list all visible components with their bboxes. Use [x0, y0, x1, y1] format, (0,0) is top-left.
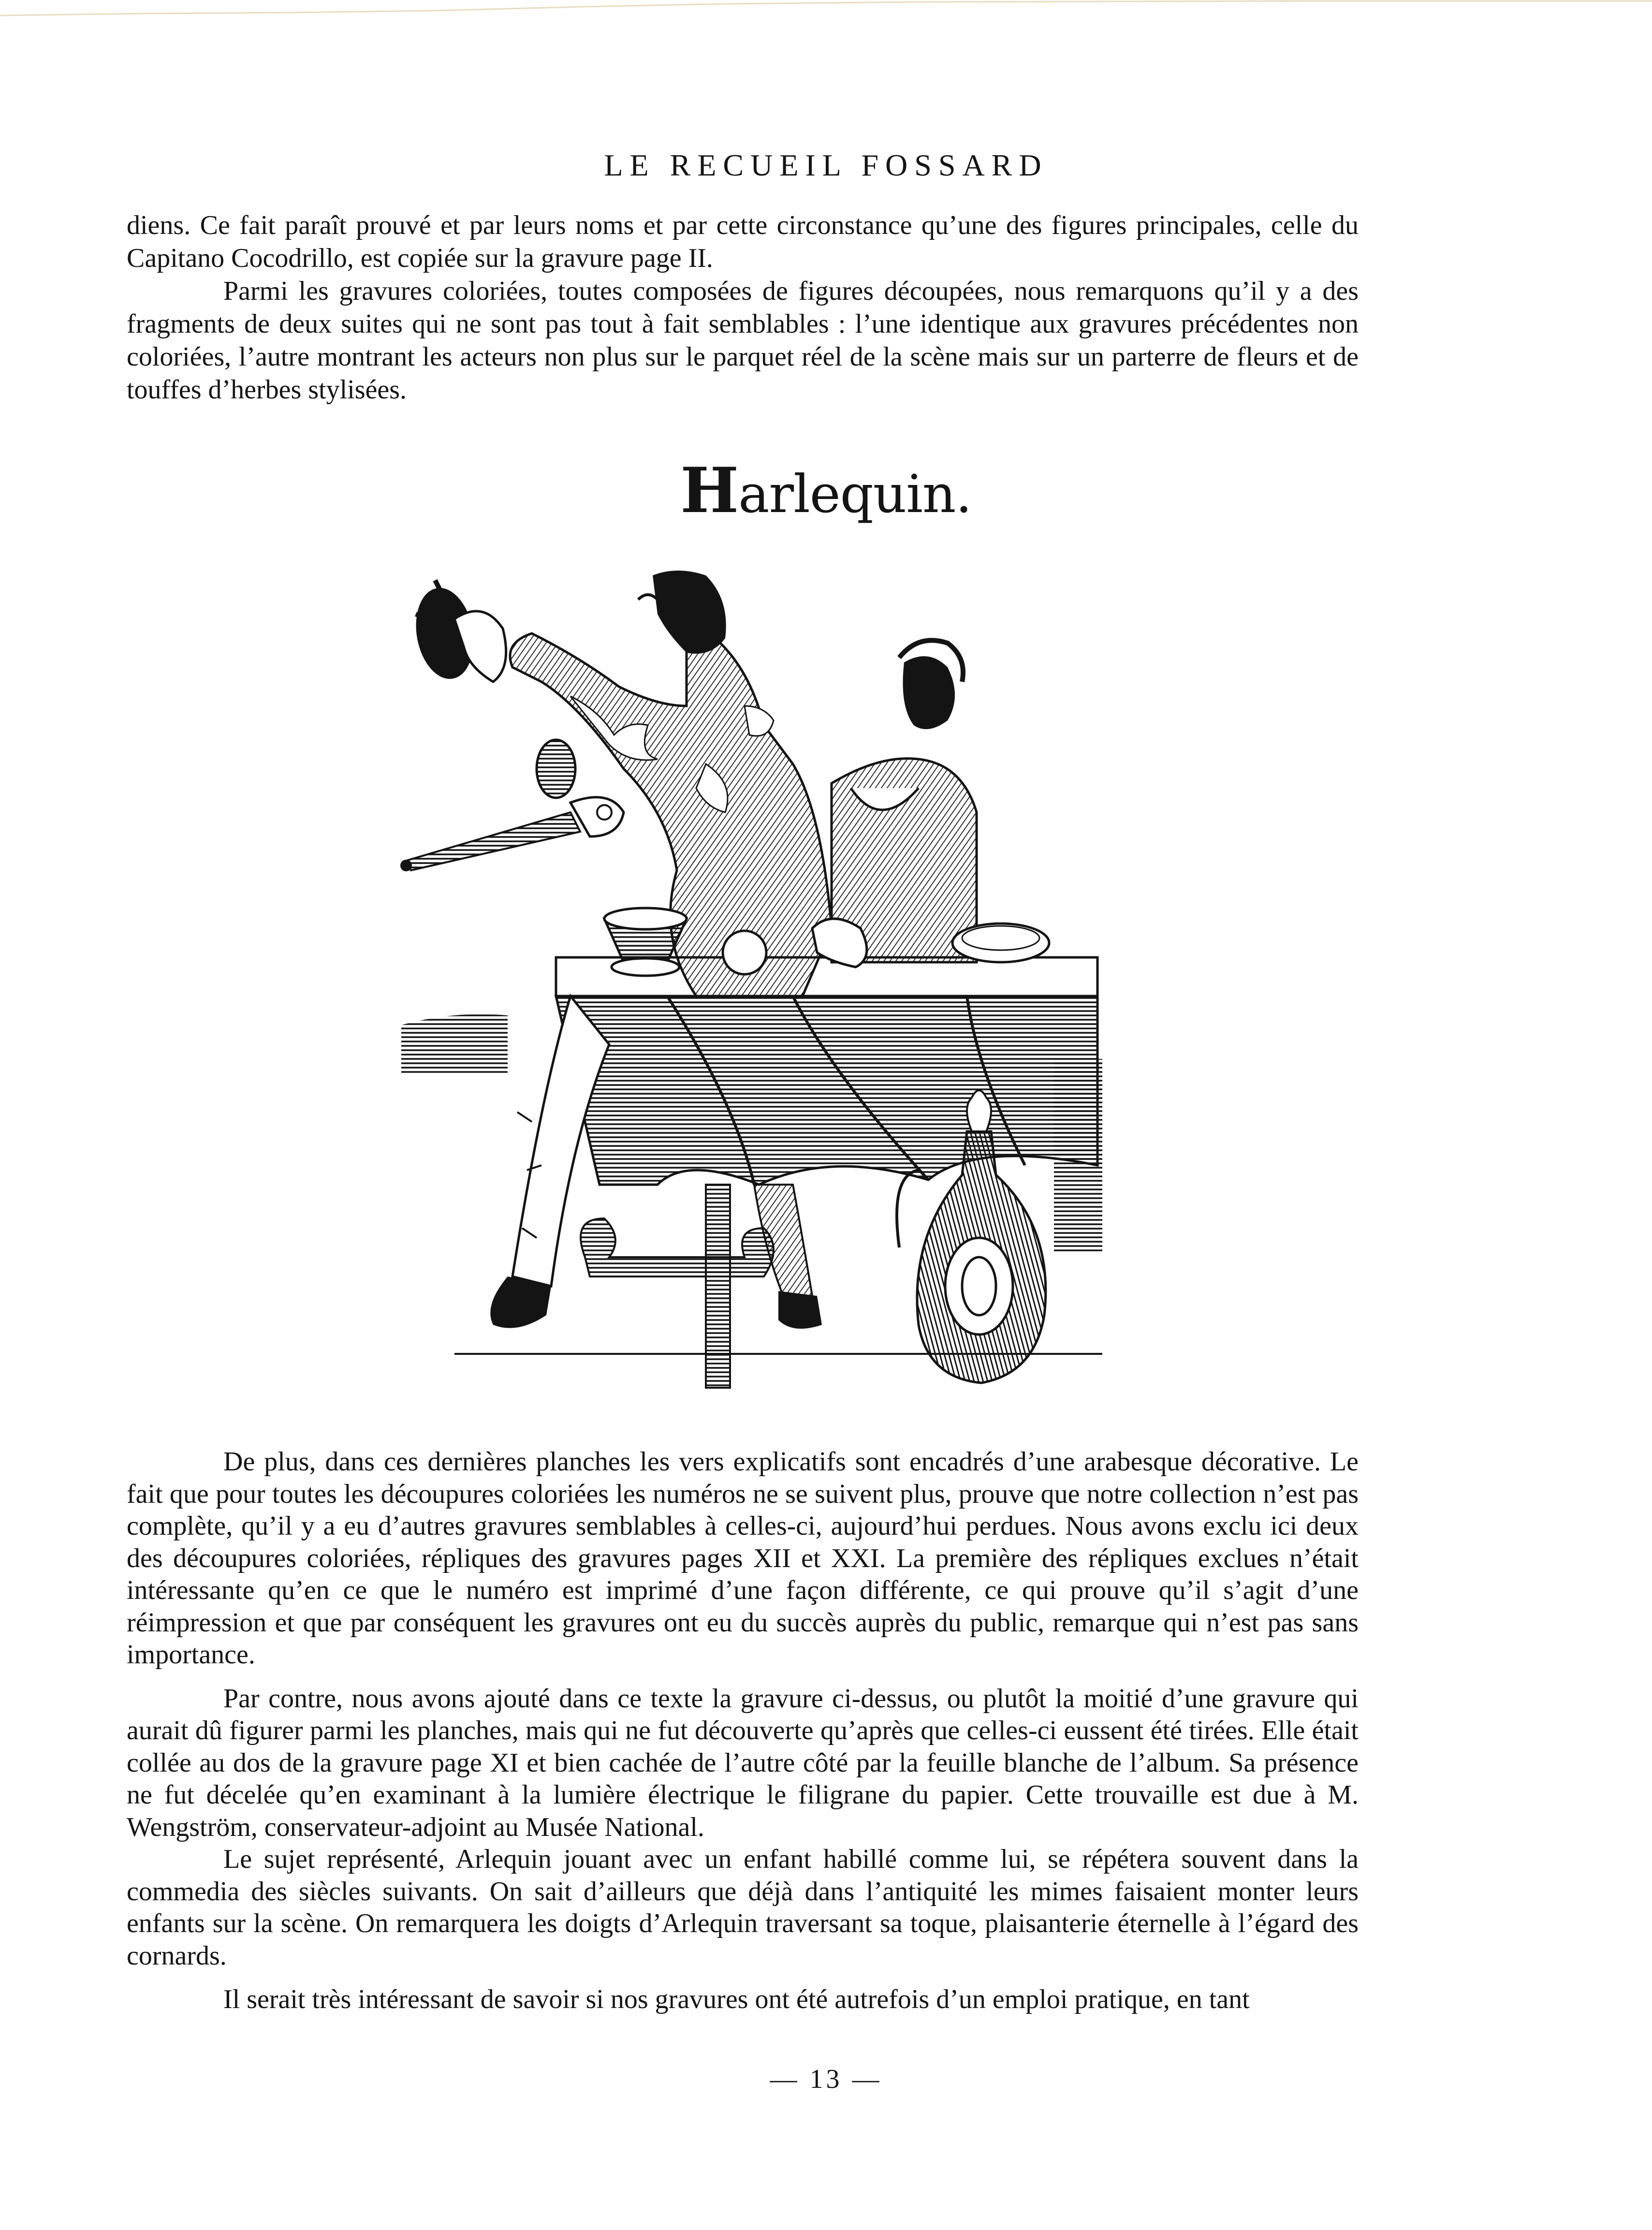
harlequin-engraving — [396, 561, 1102, 1397]
flask-handle — [897, 1170, 919, 1247]
harlequin-head — [653, 571, 726, 654]
spoon — [537, 740, 575, 798]
body-text-bottom — [127, 1446, 1359, 2016]
section-title-initial: H — [680, 455, 739, 527]
body-text-top — [127, 209, 1359, 406]
child-figure — [812, 640, 977, 967]
paragraph: Par contre, nous avons ajouté dans ce texte la gravure ci-dessus, ou plutôt la moitié d’une gravure qui aurait dû figurer parmi les planches, mais qui ne fut découverte qu’après que celles-ci eussent été tirées. Elle était collée au dos de la gravure page XI et bien cachée de l’autre côté par la feuille blanche de l’album. Sa présence ne fut décelée qu’en examinant à la lumière électrique le filigrane du papier. Cette trouvaille est due à M. Wengström, conservateur-adjoint au Musée National. — [127, 1683, 1359, 1842]
table-stretcher — [581, 1218, 774, 1276]
section-title — [0, 455, 1652, 527]
section-title-rest: arlequin. — [738, 464, 972, 525]
tablecloth — [556, 996, 1097, 1185]
page-number: — 13 — — [770, 2064, 882, 2094]
harlequin-shoe-left — [490, 1276, 551, 1328]
child-head — [903, 656, 955, 729]
bread-loaf — [723, 931, 766, 974]
plate — [952, 924, 1049, 962]
paragraph: De plus, dans ces dernières planches les vers explicatifs sont encadrés d’une arabesque décorative. Le fait que pour toutes les découpures coloriées les numéros ne se suivent plus, prouve que notre collection n’est pas complète, qu’il y a eu d’autres gravures semblables à celles-ci, aujourd’hui perdues. Nous avons exclu ici deux des découpures coloriées, répliques des gravures pages XII et XXI. La première des répliques exclues n’était intéressante qu’en ce que le numéro est imprimé d’une façon différente, ce qui prouve qu’il s’agit d’une réimpression et que par conséquent les gravures ont eu du succès auprès du public, remarque qui n’est pas sans importance. — [127, 1447, 1359, 1670]
harlequin-shoe-right — [778, 1291, 822, 1329]
torn-page-edge — [0, 0, 1652, 19]
table-leg — [706, 1185, 730, 1388]
paragraph: diens. Ce fait paraît prouvé et par leurs noms et par cette circonstance qu’une des figures principales, celle du Capitano Cocodrillo, est copiée sur la gravure page II. — [127, 210, 1359, 273]
paragraph: Parmi les gravures coloriées, toutes composées de figures découpées, nous remarquons qu’il y a des fragments de deux suites qui ne sont pas tout à fait semblables : l’une identique aux gravures précédentes non coloriées, l’autre montrant les acteurs non plus sur le parquet réel de la scène mais sur un parterre de fleurs et de touffes d’herbes stylisées. — [127, 276, 1359, 405]
paragraph: Il serait très intéressant de savoir si nos gravures ont été autrefois d’un emploi pratique, en tant — [223, 1984, 1250, 2014]
running-head: LE RECUEIL FOSSARD — [604, 148, 1048, 182]
batte-sword — [406, 812, 580, 870]
paragraph: Le sujet représenté, Arlequin jouant avec un enfant habillé comme lui, se répétera souvent dans la commedia des siècles suivants. On sait d’ailleurs que déjà dans l’antiquité les mimes faisaient monter leurs enfants sur la scène. On remarquera les doigts d’Arlequin traversant sa toque, plaisanterie éternelle à l’égard des cornards. — [127, 1844, 1359, 1971]
